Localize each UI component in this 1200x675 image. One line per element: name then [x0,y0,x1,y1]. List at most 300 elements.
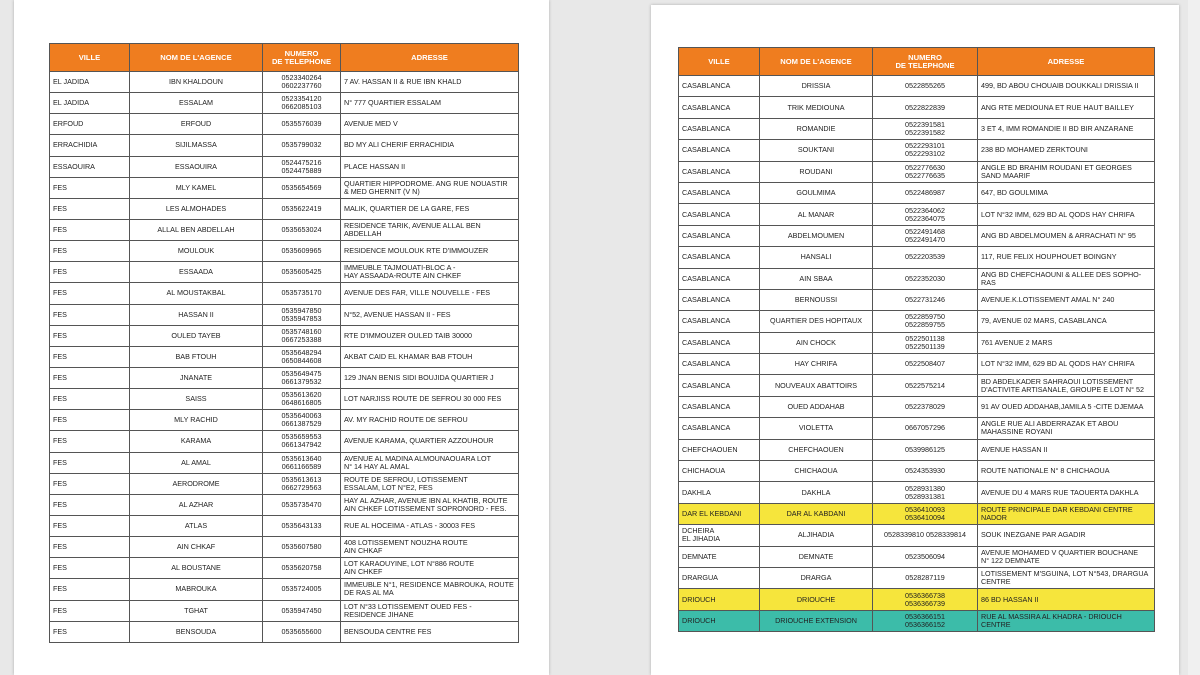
cell-agence: DRARGA [760,567,873,588]
cell-telephone [873,589,978,610]
cell-ville [679,503,760,524]
address-line: RUE AL MASSIRA AL KHADRA - DRIOUCH [981,611,1122,621]
cell-ville: FES [50,367,130,388]
cell-adresse [978,589,1155,610]
cell-agence: AL AZHAR [130,494,263,515]
cell-adresse [341,389,519,410]
phone-number: 0535613640 [281,453,322,463]
cell-telephone [263,473,341,494]
address-line: AVENUE DU 4 MARS RUE TAOUERTA DAKHLA [981,487,1139,497]
phone-number: 0536366739 [905,598,945,608]
header-telephone-line2: DE TELEPHONE [271,56,332,66]
phone-number: 0535724005 [281,584,322,594]
phone-number: 0522859755 [905,320,945,330]
table-row [679,396,1155,417]
table-row [50,367,519,388]
table-row [679,182,1155,203]
address-line: ABDELLAH [344,229,382,239]
address-line: ANG BD CHEFCHAOUNI & ALLEE DES SOPHO- [981,269,1142,279]
address-line: 7 AV. HASSAN II & RUE IBN KHALD [344,77,462,87]
phone-number: 0523340264 [281,73,322,83]
cell-ville: FES [50,494,130,515]
address-line: CENTRE [981,619,1011,629]
phone-number: 0522378029 [905,402,945,412]
phone-number: 0522731246 [905,295,945,305]
cell-agence: AIN SBAA [760,268,873,289]
cell-ville: FES [50,346,130,367]
cell-agence: ESSAOUIRA [130,156,263,177]
cell-ville: FES [50,219,130,240]
cell-agence: LES ALMOHADES [130,198,263,219]
cell-adresse [341,198,519,219]
cell-agence: OULED TAYEB [130,325,263,346]
cell-telephone [263,515,341,536]
cell-agence: AL AMAL [130,452,263,473]
cell-adresse [341,114,519,135]
cell-telephone [873,118,978,139]
cell-adresse [978,161,1155,182]
cell-ville [679,332,760,353]
phone-number: 0522491468 [905,226,945,236]
phone-number: 0535620758 [281,563,322,573]
table-row [679,247,1155,268]
cell-adresse [341,367,519,388]
address-line: ROUTE PRINCIPALE DAR KEBDANI CENTRE [981,505,1133,514]
cell-telephone [263,410,341,431]
document-page-right [651,5,1179,675]
phone-number: 0535605425 [281,267,322,277]
cell-adresse [978,439,1155,460]
cell-agence: IBN KHALDOUN [130,72,263,93]
table-row [50,431,519,452]
cell-ville: EL JADIDA [50,72,130,93]
phone-number: 0539986125 [905,444,945,454]
cell-ville [679,118,760,139]
table-row [679,118,1155,139]
cell-adresse [978,311,1155,332]
cell-agence: AERODROME [130,473,263,494]
phone-number: 0648616805 [281,398,322,408]
cell-ville: FES [50,241,130,262]
cell-ville: FES [50,410,130,431]
phone-number: 0522391581 [905,119,945,129]
cell-ville: EL JADIDA [50,93,130,114]
cell-agence: OUED ADDAHAB [760,396,873,417]
ville-line: CASABLANCA [682,166,731,176]
phone-number: 0662085103 [281,102,322,112]
cell-agence: AL MOUSTAKBAL [130,283,263,304]
cell-telephone [263,325,341,346]
header-ville: VILLE [50,44,130,72]
cell-adresse [978,525,1155,546]
cell-adresse [978,97,1155,118]
ville-line: CASABLANCA [682,359,731,369]
phone-number: 0524475889 [281,165,322,175]
cell-adresse [978,546,1155,567]
table-row [50,283,519,304]
table-row [50,304,519,325]
cell-telephone [873,610,978,631]
address-line: 238 BD MOHAMED ZERKTOUNI [981,145,1088,155]
cell-adresse [978,503,1155,524]
address-line: BD ABDELKADER SAHRAOUI LOTISSEMENT [981,376,1134,386]
cell-ville [679,525,760,546]
cell-telephone [873,418,978,439]
cell-adresse [341,72,519,93]
cell-agence: CHEFCHAOUEN [760,439,873,460]
cell-telephone [263,177,341,198]
cell-agence: DAKHLA [760,482,873,503]
address-line: RTE D'IMMOUZER OULED TAIB 30000 [344,330,472,340]
phone-number: 0522508407 [905,359,945,369]
ville-line: CHEFCHAOUEN [682,444,738,454]
table-row [679,482,1155,503]
table-row [50,515,519,536]
table-row [50,241,519,262]
cell-telephone [263,198,341,219]
agency-table-right [678,47,1155,632]
phone-number: 0522822839 [905,102,945,112]
cell-adresse [978,482,1155,503]
cell-ville: FES [50,262,130,283]
cell-ville [679,567,760,588]
cell-agence: AIN CHKAF [130,537,263,558]
cell-agence: AL MANAR [760,204,873,225]
cell-adresse [341,558,519,579]
ville-line: CASABLANCA [682,102,731,112]
ville-line: DRIOUCH [682,615,716,625]
phone-number: 0522501139 [905,341,945,351]
phone-number: 0535613613 [281,474,322,484]
cell-adresse [978,225,1155,246]
address-line: LOT NARJISS ROUTE DE SEFROU 30 000 FES [344,394,502,404]
cell-telephone [873,396,978,417]
phone-number: 0535947853 [281,313,322,323]
phone-number: 0528339810 0528339814 [884,530,966,540]
cell-telephone [873,525,978,546]
cell-ville: FES [50,600,130,621]
table-row [50,600,519,621]
cell-agence: BAB FTOUH [130,346,263,367]
cell-ville [679,76,760,97]
table-row [679,268,1155,289]
phone-number: 0522352030 [905,273,945,283]
cell-adresse [341,283,519,304]
ville-line: DAR EL KEBDANI [682,509,742,518]
cell-adresse [978,118,1155,139]
cell-agence: DEMNATE [760,546,873,567]
cell-agence: ESSAADA [130,262,263,283]
cell-telephone [873,354,978,375]
phone-number: 0536410094 [905,513,945,522]
cell-adresse [978,461,1155,482]
phone-number: 0650844608 [281,355,322,365]
phone-number: 0522486987 [905,188,945,198]
cell-ville [679,204,760,225]
cell-telephone [873,76,978,97]
address-line: IMMEUBLE TAJMOUATI-BLOC A - [344,263,456,273]
phone-number: 0522293102 [905,149,945,159]
table-row [50,473,519,494]
table-row [679,140,1155,161]
phone-number: 0535648294 [281,347,322,357]
address-line: 129 JNAN BENIS SIDI BOUJIDA QUARTIER J [344,373,494,383]
cell-adresse [978,268,1155,289]
cell-telephone [263,346,341,367]
cell-agence: SOUKTANI [760,140,873,161]
cell-telephone [263,600,341,621]
phone-number: 0662729563 [281,482,322,492]
cell-ville [679,375,760,396]
cell-adresse [341,325,519,346]
cell-telephone [873,503,978,524]
address-line: LOTISSEMENT M'SGUINA, LOT N°543, DRARGUA [981,569,1149,579]
table-row [50,410,519,431]
address-line: RESIDENCE TARIK, AVENUE ALLAL BEN [344,221,481,231]
address-line: RAS [981,277,996,287]
cell-ville [679,140,760,161]
table-row [50,262,519,283]
vertical-scrollbar[interactable] [1188,0,1200,675]
header-agence: NOM DE L'AGENCE [130,44,263,72]
phone-number: 0535654569 [281,182,322,192]
ville-line: CASABLANCA [682,402,731,412]
ville-line: CASABLANCA [682,145,731,155]
cell-adresse [978,332,1155,353]
cell-telephone [263,135,341,156]
cell-telephone [873,482,978,503]
address-line: N° 14 HAY AL AMAL [344,461,410,471]
address-line: QUARTIER HIPPODROME. ANG RUE NOUASTIR [344,178,508,188]
cell-agence: BERNOUSSI [760,289,873,310]
cell-adresse [341,473,519,494]
cell-ville [679,182,760,203]
cell-telephone [873,182,978,203]
ville-line: CASABLANCA [682,209,731,219]
cell-agence: DRISSIA [760,76,873,97]
table-row [50,325,519,346]
address-line: MAHASSINE ROYANI [981,427,1053,437]
phone-number: 0535735470 [281,499,322,509]
address-line: AIN CHKAF [344,546,383,556]
cell-agence: MOULOUK [130,241,263,262]
cell-telephone [263,72,341,93]
cell-agence: ABDELMOUMEN [760,225,873,246]
cell-ville: FES [50,325,130,346]
cell-ville: ERRACHIDIA [50,135,130,156]
address-line: AVENUE DES FAR, VILLE NOUVELLE - FES [344,288,491,298]
phone-number: 0528931381 [905,491,945,501]
table-row [679,289,1155,310]
cell-agence: HASSAN II [130,304,263,325]
cell-telephone [873,140,978,161]
header-telephone-line2: DE TELEPHONE [895,60,955,70]
cell-telephone [873,567,978,588]
cell-adresse [341,262,519,283]
ville-line: CASABLANCA [682,380,731,390]
phone-number: 0535653024 [281,225,322,235]
cell-agence: HANSALI [760,247,873,268]
cell-ville [679,247,760,268]
cell-ville [679,610,760,631]
table-header-row [50,44,519,72]
cell-telephone [873,311,978,332]
phone-number: 0535622419 [281,203,322,213]
cell-ville [679,439,760,460]
table-row [50,72,519,93]
phone-number: 0528931380 [905,483,945,493]
address-line: LOT N°32 IMM, 629 BD AL QODS HAY CHRIFA [981,209,1135,219]
phone-number: 0667253388 [281,334,322,344]
cell-agence: ROUDANI [760,161,873,182]
ville-line: CASABLANCA [682,81,731,91]
address-line: ANGLE RUE ALI ABDERRAZAK ET ABOU [981,419,1119,429]
cell-ville: FES [50,558,130,579]
cell-telephone [873,439,978,460]
address-line: AIN CHKEF [344,567,383,577]
cell-telephone [873,375,978,396]
address-line: 499, BD ABOU CHOUAIB DOUKKALI DRISSIA II [981,81,1139,91]
cell-adresse [978,354,1155,375]
cell-adresse [978,182,1155,203]
cell-agence: ROMANDIE [760,118,873,139]
phone-number: 0522364062 [905,205,945,215]
address-line: AIN CHKEF LOTISSEMENT SOPRONORD - FES. [344,503,507,513]
address-line: N° 777 QUARTIER ESSALAM [344,98,442,108]
phone-number: 0535659553 [281,432,322,442]
ville-line: CASABLANCA [682,295,731,305]
table-row [50,621,519,642]
cell-agence: GOULMIMA [760,182,873,203]
cell-agence: TRIK MEDIOUNA [760,97,873,118]
table-row [50,494,519,515]
phone-number: 0523354120 [281,94,322,104]
phone-number: 0524353930 [905,466,945,476]
phone-number: 0535735170 [281,288,322,298]
table-row [679,225,1155,246]
cell-telephone [263,537,341,558]
cell-ville: ESSAOUIRA [50,156,130,177]
cell-telephone [263,621,341,642]
address-line: AVENUE AL MADINA ALMOUNAOUARA LOT [344,453,491,463]
cell-adresse [341,621,519,642]
phone-number: 0535748160 [281,326,322,336]
table-row [50,537,519,558]
cell-agence: MLY RACHID [130,410,263,431]
phone-number: 0535947850 [281,305,322,315]
cell-agence: ALLAL BEN ABDELLAH [130,219,263,240]
phone-number: 0535643133 [281,521,322,531]
cell-telephone [873,461,978,482]
address-line: 647, BD GOULMIMA [981,188,1049,198]
cell-telephone [263,579,341,600]
cell-ville [679,289,760,310]
phone-number: 0535576039 [281,119,322,129]
address-line: 408 LOTISSEMENT NOUZHA ROUTE [344,538,468,548]
address-line: NADOR [981,513,1007,522]
phone-number: 0661379532 [281,377,322,387]
cell-adresse [978,204,1155,225]
phone-number: 0535607580 [281,542,322,552]
cell-ville: FES [50,537,130,558]
phone-number: 0602237760 [281,81,322,91]
cell-ville: FES [50,473,130,494]
cell-agence: DRIOUCHE [760,589,873,610]
phone-number: 0536366151 [905,611,945,621]
cell-telephone [873,247,978,268]
header-adresse: ADRESSE [978,48,1155,76]
address-line: 86 BD HASSAN II [981,594,1039,604]
address-line: AVENUE MED V [344,119,398,129]
address-line: 761 AVENUE 2 MARS [981,337,1053,347]
table-row [679,204,1155,225]
phone-number: 0536366738 [905,590,945,600]
cell-telephone [263,431,341,452]
cell-ville: FES [50,431,130,452]
cell-agence: TGHAT [130,600,263,621]
table-row [679,97,1155,118]
phone-number: 0528287119 [905,573,945,583]
phone-number: 0535655600 [281,626,322,636]
phone-number: 0661387529 [281,419,322,429]
cell-telephone [873,204,978,225]
ville-line: DAKHLA [682,487,711,497]
phone-number: 0536366152 [905,619,945,629]
phone-number: 0522364075 [905,213,945,223]
ville-line: EL JIHADIA [682,534,721,544]
cell-telephone [873,268,978,289]
address-line: LOT KARAOUYINE, LOT N°886 ROUTE [344,559,475,569]
address-line: HAY AL AZHAR, AVENUE IBN AL KHATIB, ROUTE [344,495,508,505]
cell-telephone [873,161,978,182]
cell-agence: NOUVEAUX ABATTOIRS [760,375,873,396]
table-row [679,76,1155,97]
phone-number: 0522293101 [905,141,945,151]
cell-adresse [978,567,1155,588]
phone-number: 0661347942 [281,440,322,450]
cell-telephone [873,289,978,310]
address-line: RESIDENCE JIHANE [344,609,414,619]
cell-agence: HAY CHRIFA [760,354,873,375]
address-line: BENSOUDA CENTRE FES [344,626,432,636]
table-row [679,161,1155,182]
table-row [679,525,1155,546]
cell-ville: FES [50,198,130,219]
table-row [50,114,519,135]
cell-adresse [341,241,519,262]
cell-ville [679,97,760,118]
address-line: AV. MY RACHID ROUTE DE SEFROU [344,415,468,425]
phone-number: 0522855265 [905,81,945,91]
cell-adresse [341,579,519,600]
cell-agence: SIJILMASSA [130,135,263,156]
phone-number: 0667057296 [905,423,945,433]
cell-agence: SAISS [130,389,263,410]
cell-agence: VIOLETTA [760,418,873,439]
table-row [679,546,1155,567]
cell-agence: QUARTIER DES HOPITAUX [760,311,873,332]
cell-ville: ERFOUD [50,114,130,135]
address-line: AKBAT CAID EL KHAMAR BAB FTOUH [344,351,473,361]
cell-ville [679,354,760,375]
phone-number: 0522859750 [905,312,945,322]
phone-number: 0522391582 [905,127,945,137]
table-row [679,567,1155,588]
address-line: SOUK INEZGANE PAR AGADIR [981,530,1086,540]
address-line: PLACE HASSAN II [344,161,406,171]
address-line: AVENUE MOHAMED V QUARTIER BOUCHANE [981,547,1139,557]
cell-adresse [341,515,519,536]
